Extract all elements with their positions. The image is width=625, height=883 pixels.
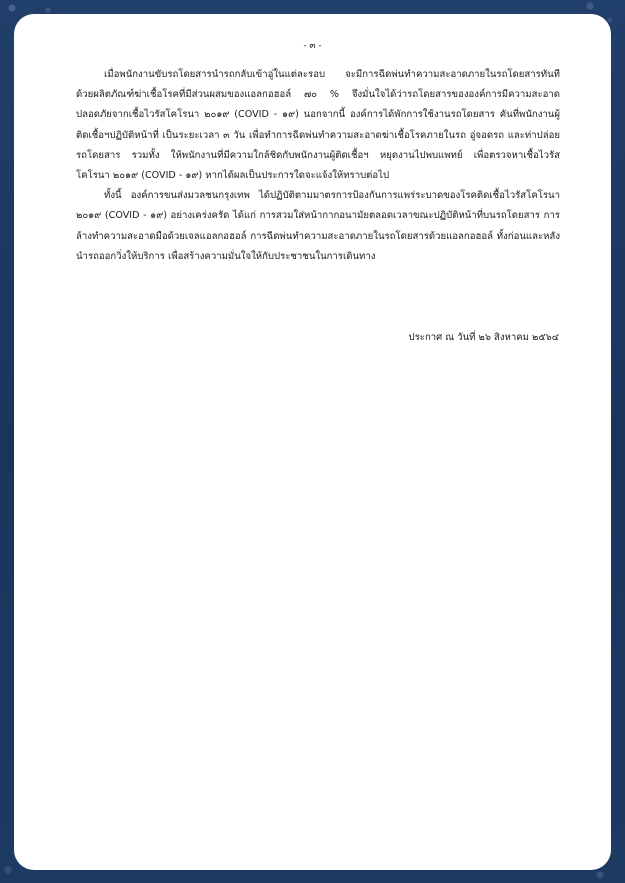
page-number: - ๓ - (303, 41, 322, 51)
document-page (14, 14, 611, 870)
paragraph-cleaning-procedure: เมื่อพนักงานขับรถโดยสารนำรถกลับเข้าอู่ในแต่ละรอบ จะมีการฉีดพ่นทำความสะอาดภายในรถโดยสารทันทีด้วยผลิตภัณฑ์ฆ่าเชื้อโรคที่มีส่วนผสมของแอลกอฮอล์ ๗๐ % จึงมั่นใจได้ว่ารถโดยสารขององค์การมีความสะอาด ปลอดภัยจากเชื้อไวรัสโคโรนา ๒๐๑๙ (COVID - ๑๙) นอกจากนี้ องค์การได้พักการใช้งานรถโดยสาร คันที่พนักงานผู้ติดเชื้อฯปฏิบัติหน้าที่ เป็นระยะเวลา ๓ วัน เพื่อทำการฉีดพ่นทำความสะอาดฆ่าเชื้อโรคภายในรถ อู่จอดรถ และท่าปล่อยรถโดยสาร รวมทั้ง ให้พนักงานที่มีความใกล้ชิดกับพนักงานผู้ติดเชื้อฯ หยุดงานไปพบแพทย์ เพื่อตรวจหาเชื้อไวรัสโคโรนา ๒๐๑๙ (COVID - ๑๙) หากได้ผลเป็นประการใดจะแจ้งให้ทราบต่อไป (76, 69, 560, 182)
announcement-date: ประกาศ ณ วันที่ ๒๖ สิงหาคม ๒๕๖๔ (408, 332, 559, 343)
paragraph-prevention-measures: ทั้งนี้ องค์การขนส่งมวลชนกรุงเทพ ได้ปฏิบัติตามมาตรการป้องกันการแพร่ระบาดของโรคติดเชื้อไวรัสโคโรนา ๒๐๑๙ (COVID - ๑๙) อย่างเคร่งครัด ได้แก่ การสวมใส่หน้ากากอนามัยตลอดเวลาขณะปฏิบัติหน้าที่บนรถโดยสาร การล้างทำความสะอาดมือด้วยเจลแอลกอฮอล์ การฉีดพ่นทำความสะอาดภายในรถโดยสารด้วยแอลกอฮอล์ ทั้งก่อนและหลังนำรถออกวิ่งให้บริการ เพื่อสร้างความมั่นใจให้กับประชาชนในการเดินทาง (76, 190, 560, 262)
document-body (76, 65, 560, 267)
